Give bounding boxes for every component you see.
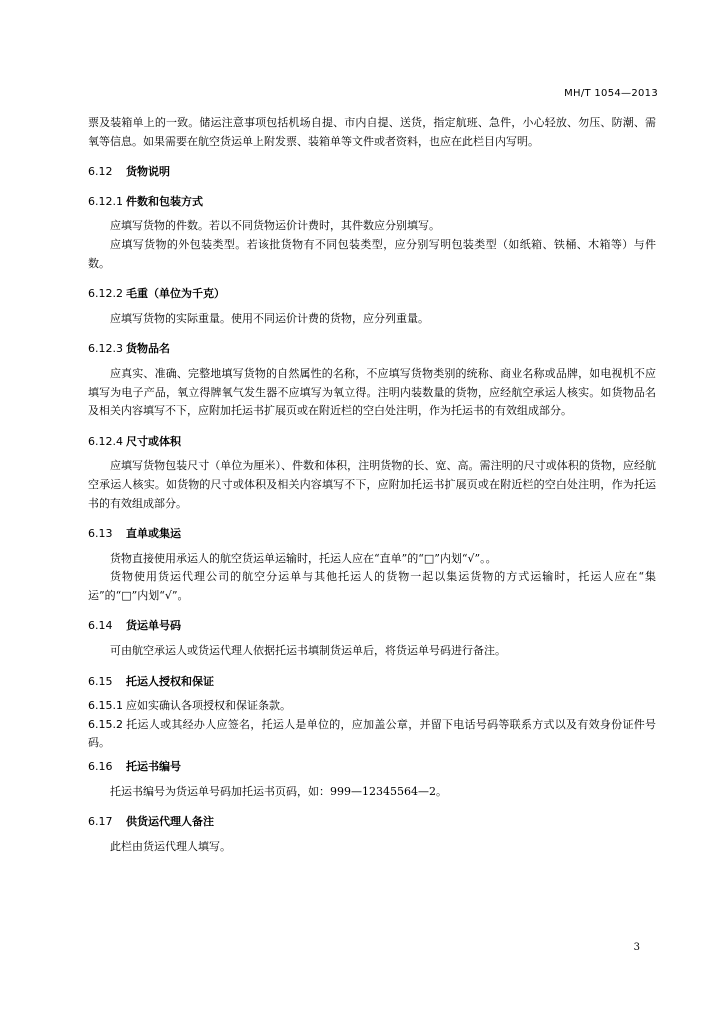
section-title: 托运人授权和保证 xyxy=(126,674,214,688)
section-number: 6.12.1 xyxy=(88,194,123,208)
section-title: 托运书编号 xyxy=(126,760,181,774)
section-title: 尺寸或体积 xyxy=(126,434,181,448)
paragraph: 应真实、准确、完整地填写货物的自然属性的名称，不应填写货物类别的统称、商业名称或品牌，如电视机不应填写为电子产品，氧立得牌氧气发生器不应填写为氧立得。注明内装数量的货物，应经航空承运人核实。如货物品名及相关内容填写不下，应附加托运书扩展页或在附近栏的空白处注明，作为托运书的有效组成部分。 xyxy=(88,366,656,418)
section-6-13-heading xyxy=(88,520,656,550)
section-title: 毛重（单位为千克） xyxy=(126,287,225,301)
paragraph: 此栏由货运代理人填写。 xyxy=(110,839,231,853)
clause-6-15-2 xyxy=(88,716,656,753)
paragraph: 货物直接使用承运人的航空货运单运输时，托运人应在“直单”的“□”内划“√”。。 xyxy=(110,551,497,565)
clause-6-15-1 xyxy=(88,697,656,716)
section-number: 6.12.3 xyxy=(88,342,123,356)
section-number: 6.17 xyxy=(88,815,113,829)
paragraph: 应填写货物的实际重量。使用不同运价计费的货物，应分列重量。 xyxy=(110,311,429,325)
section-6-12-3-heading xyxy=(88,335,656,365)
clause-number: 6.15.2 xyxy=(88,717,123,731)
section-6-14-heading xyxy=(88,612,656,642)
section-number: 6.12 xyxy=(88,165,113,179)
section-6-12-heading xyxy=(88,158,656,188)
section-title: 货运单号码 xyxy=(126,619,181,633)
section-6-12-1-heading xyxy=(88,188,656,218)
page-number: 3 xyxy=(633,942,640,953)
document-body xyxy=(88,114,656,856)
section-title: 货物说明 xyxy=(126,165,170,179)
section-number: 6.13 xyxy=(88,527,113,541)
section-6-12-4-heading xyxy=(88,428,656,458)
section-number: 6.12.4 xyxy=(88,434,123,448)
section-6-17-heading xyxy=(88,808,656,838)
document-code-header: MH/T 1054—2013 xyxy=(564,88,658,99)
section-title: 直单或集运 xyxy=(126,527,181,541)
section-6-12-2-heading xyxy=(88,280,656,310)
clause-number: 6.15.1 xyxy=(88,699,123,713)
section-number: 6.15 xyxy=(88,674,113,688)
clause-text: 应如实确认各项授权和保证条款。 xyxy=(126,699,291,713)
section-6-16-heading xyxy=(88,753,656,783)
section-title: 货物品名 xyxy=(126,342,170,356)
section-title: 供货运代理人备注 xyxy=(126,815,214,829)
paragraph: 应填写货物包装尺寸（单位为厘米）、件数和体积，注明货物的长、宽、高。需注明的尺寸或体积的货物，应经航空承运人核实。如货物的尺寸或体积及相关内容填写不下，应附加托运书扩展页或在附近栏的空白处注明，作为托运书的有效组成部分。 xyxy=(88,459,656,510)
section-title: 件数和包装方式 xyxy=(126,194,203,208)
section-number: 6.16 xyxy=(88,760,113,774)
clause-text: 托运人或其经办人应签名，托运人是单位的，应加盖公章，并留下电话号码等联系方式以及有效身份证件号码。 xyxy=(88,717,656,750)
paragraph: 托运书编号为货运单号码加托运书页码，如：999—12345564—2。 xyxy=(110,784,447,798)
section-6-15-heading xyxy=(88,668,656,698)
paragraph: 应填写货物的外包装类型。若该批货物有不同包装类型，应分别写明包装类型（如纸箱、铁桶、木箱等）与件数。 xyxy=(88,237,656,270)
intro-paragraph: 票及装箱单上的一致。储运注意事项包括机场自提、市内自提、送货，指定航班、急件，小心轻放、勿压、防潮、需氧等信息。如果需要在航空货运单上附发票、装箱单等文件或者资料，也应在此栏目内写明。 xyxy=(88,116,656,148)
paragraph: 应填写货物的件数。若以不同货物运价计费时，其件数应分别填写。 xyxy=(110,219,440,233)
paragraph: 货物使用货运代理公司的航空分运单与其他托运人的货物一起以集运货物的方式运输时，托运人应在“集运”的“□”内划“√”。 xyxy=(88,570,656,602)
section-number: 6.14 xyxy=(88,619,113,633)
paragraph: 可由航空承运人或货运代理人依据托运书填制货运单后，将货运单号码进行备注。 xyxy=(110,644,506,658)
section-number: 6.12.2 xyxy=(88,287,123,301)
